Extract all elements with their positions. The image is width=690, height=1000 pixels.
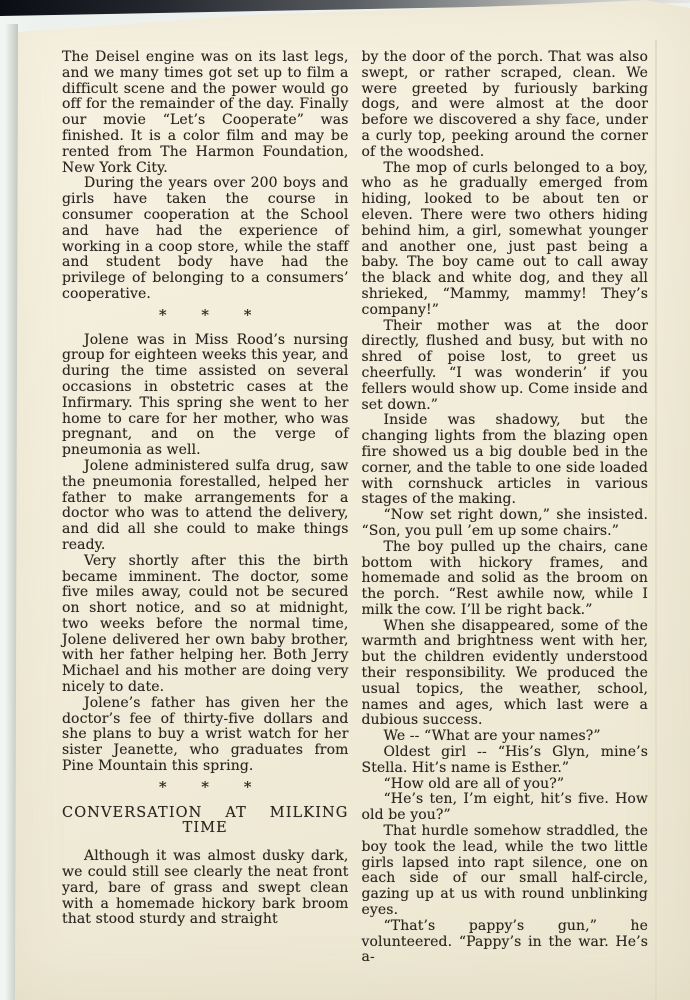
paragraph: During the years over 200 boys and girls have taken the course in consumer cooperation at the School and have had the experience of working in a coop store, while the staff and student body have had the privilege of belonging to a consumers’ cooperative.	[62, 175, 349, 302]
paragraph: The boy pulled up the chairs, cane bottom with hickory frames, and homemade and solid as the broom on the porch. “Rest awhile now, while I milk the cow. I’ll be right back.”	[361, 538, 648, 618]
paragraph: “Now set right down,” she insisted. “Son, you pull ’em up some chairs.”	[361, 507, 648, 539]
paper-crease	[655, 40, 657, 1000]
paragraph: Although it was almost dusky dark, we could still see clearly the neat front yard, bare of grass and swept clean with a homemade hickory bark broom that stood sturdy and straight	[62, 848, 349, 928]
section-separator: * * *	[158, 777, 252, 796]
section-heading: CONVERSATION AT MILKING TIME	[62, 804, 349, 837]
section-separator: * * *	[158, 305, 252, 324]
left-column	[62, 50, 349, 966]
paragraph: The mop of curls belonged to a boy, who as he gradually emerged from hiding, looked to be about ten or eleven. There were two others hiding behind him, a girl, somewhat younger and another one, just past being a baby. The boy came out to call away the black and white dog, and they all shrieked, “Mammy, mammy! They’s company!”	[361, 159, 648, 318]
paragraph: Inside was shadowy, but the changing lights from the blazing open fire showed us a big double bed in the corner, and the table to one side loaded with cornshuck articles in various stages of the making.	[361, 412, 648, 508]
paragraph: Jolene was in Miss Rood’s nursing group for eighteen weeks this year, and during the time assisted on several occasions in obstetric cases at the Infirmary. This spring she went to her home to care for her mother, who was pregnant, and on the verge of pneumonia as well.	[62, 331, 349, 459]
paragraph: The Deisel engine was on its last legs, and we many times got set up to film a difficult scene and the power would go off for the remainder of the day. Finally our movie “Let’s Cooperate” was finished. It is a color film and may be rented from The Harmon Foundation, New York City.	[62, 49, 349, 176]
page-body-text	[62, 50, 648, 966]
paragraph: Their mother was at the door directly, flushed and busy, but with no shred of poise lost, to greet us cheerfully. “I was wonderin’ if you fellers would show up. Come inside and set down.”	[361, 317, 648, 413]
paragraph: “How old are all of you?”	[383, 775, 565, 792]
paragraph: by the door of the porch. That was also swept, or rather scraped, clean. We were greeted by furiously barking dogs, and were almost at the door before we discovered a shy face, under a curly top, peeking around the corner of the woodshed.	[361, 49, 648, 160]
paragraph: “He’s ten, I’m eight, hit’s five. How old be you?”	[361, 791, 648, 824]
paragraph: Oldest girl -- “His’s Glyn, mine’s Stella. Hit’s name is Esther.”	[361, 744, 648, 776]
paragraph: We -- “What are your names?”	[383, 728, 601, 745]
right-column	[362, 50, 649, 966]
paragraph: “That’s pappy’s gun,” he volunteered. “Pappy’s in the war. He’s a-	[361, 917, 648, 966]
paragraph: Jolene administered sulfa drug, saw the pneumonia forestalled, helped her father to make arrangements for a doctor who was to attend the delivery, and did all she could to make things ready.	[62, 457, 349, 553]
paragraph: Jolene’s father has given her the doctor’s fee of thirty-five dollars and she plans to buy a wrist watch for her sister Jeanette, who graduates from Pine Mountain this spring.	[62, 694, 349, 775]
paragraph: Very shortly after this the birth became imminent. The doctor, some five miles away, could not be secured on short notice, and so at midnight, two weeks before the normal time, Jolene delivered her own baby brother, with her father helping her. Both Jerry Michael and his mother are doing very nicely to date.	[62, 552, 349, 696]
paragraph: That hurdle somehow straddled, the boy took the lead, while the two little girls lapsed into rapt silence, one on each side of our small half-circle, gazing up at us with round unblinking eyes.	[361, 823, 648, 919]
paragraph: When she disappeared, some of the warmth and brightness went with her, but the children evidently understood their responsibility. We produced the usual topics, the weather, school, names and ages, which last were a dubious success.	[361, 617, 648, 729]
